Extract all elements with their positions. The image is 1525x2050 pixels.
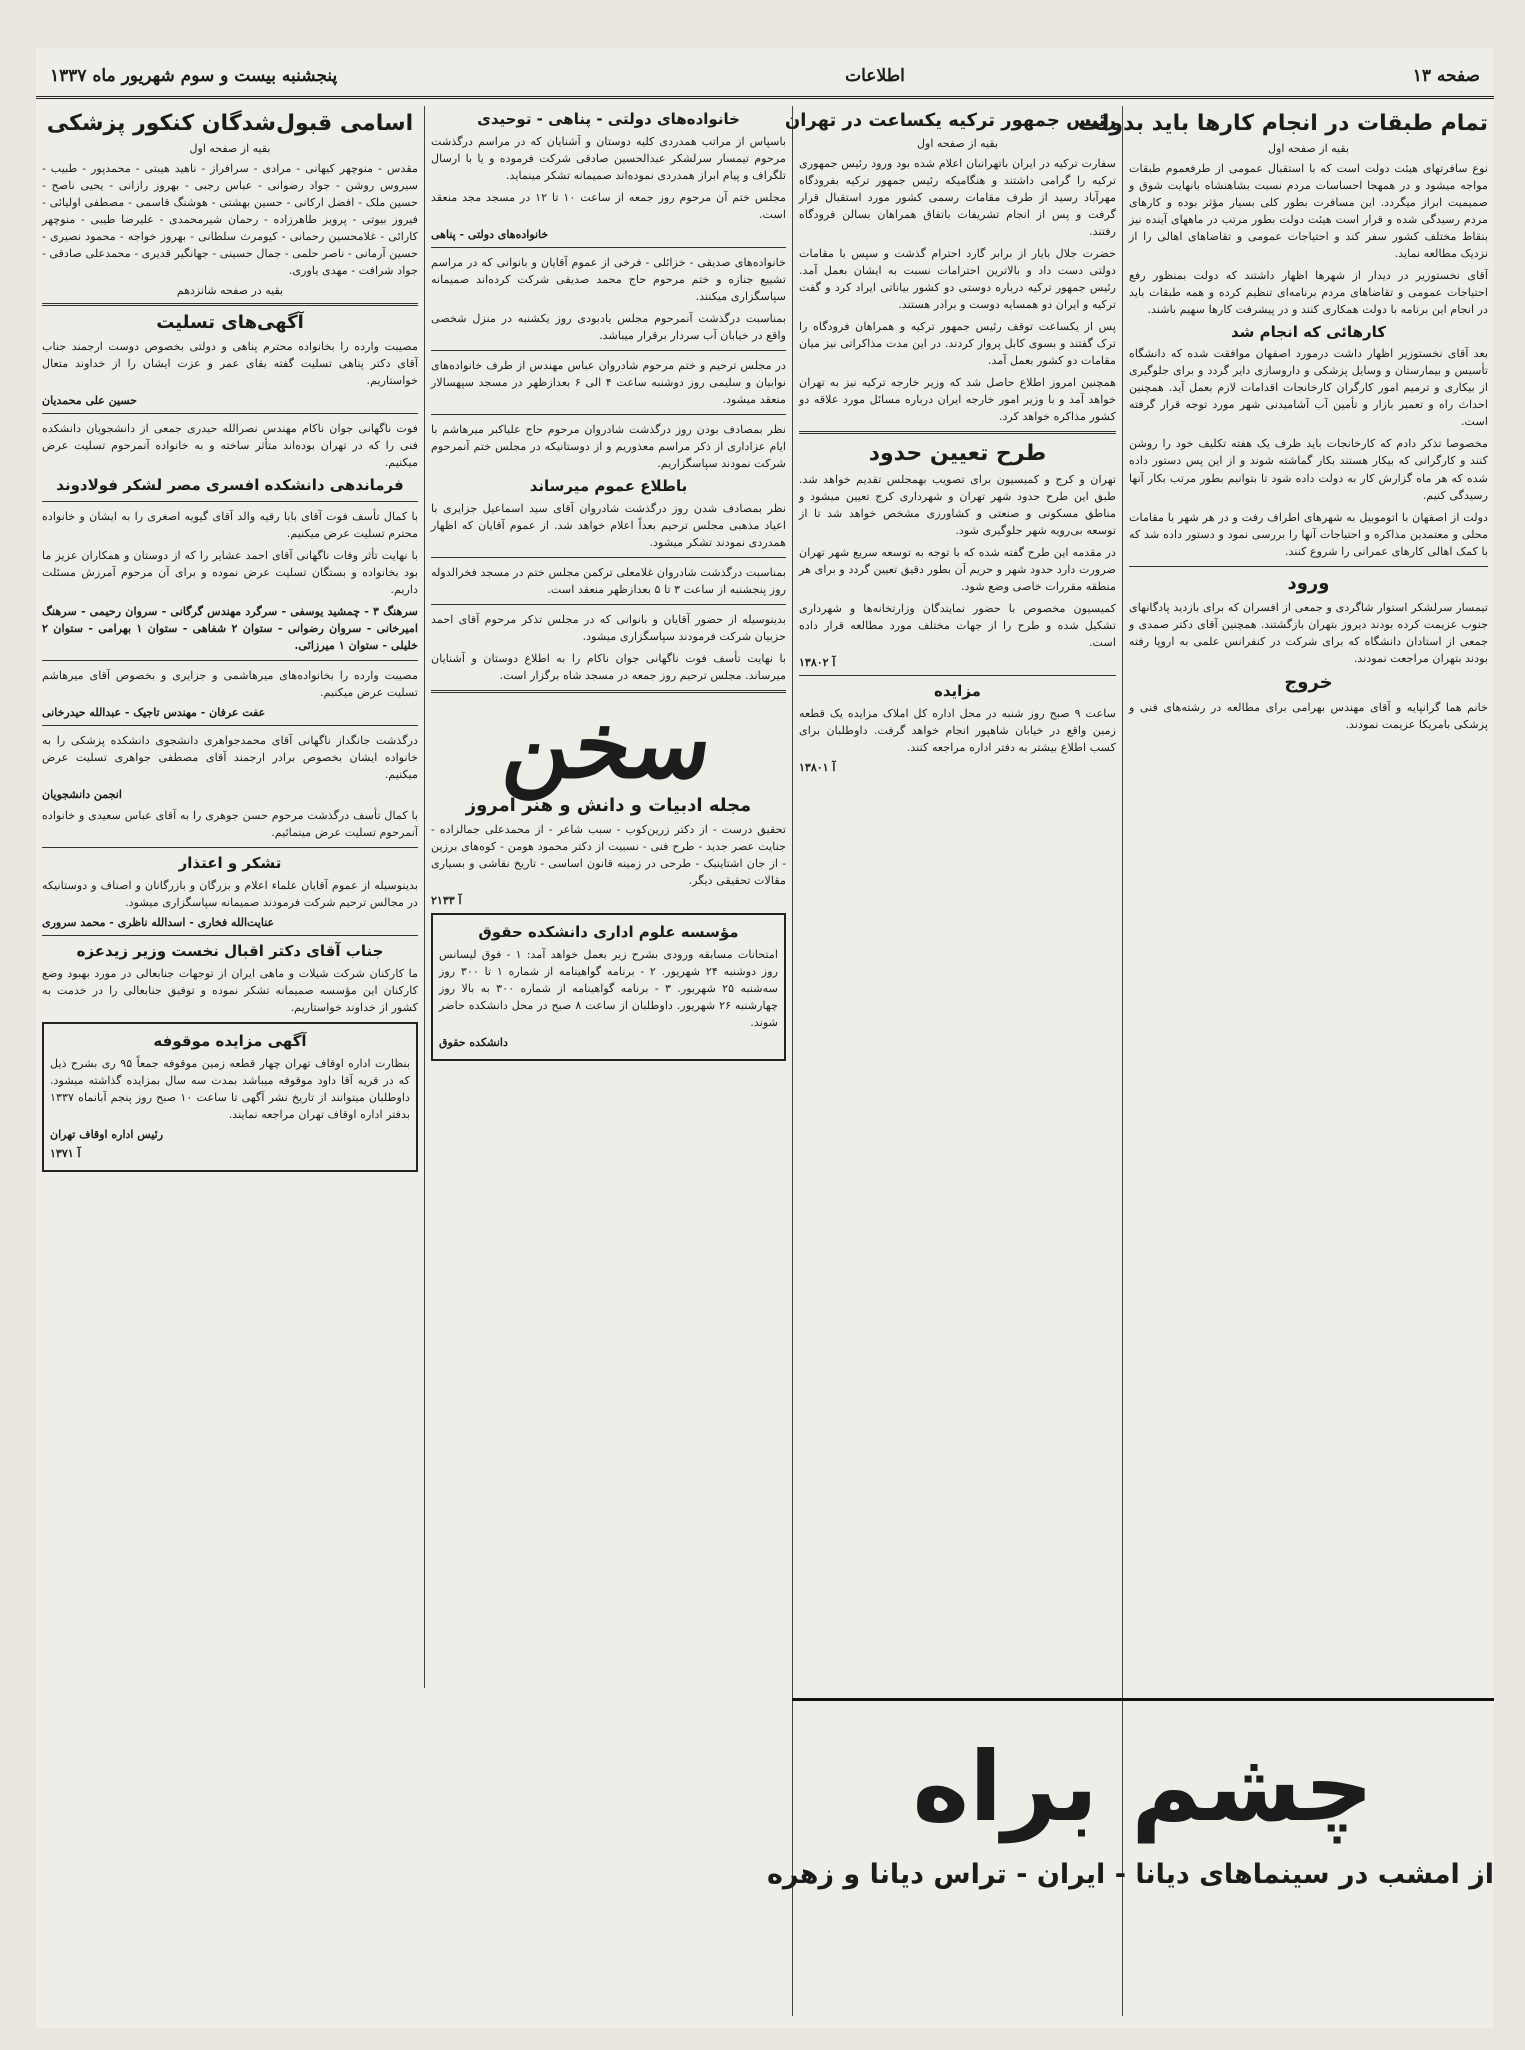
continued-note: بقیه در صفحه شانزدهم — [176, 283, 284, 297]
notice-heading: خانواده‌های دولتی - پناهی - توحیدی — [477, 110, 740, 128]
continued-note: بقیه از صفحه اول — [917, 136, 998, 150]
column-4 — [36, 106, 424, 2016]
endowment-auction-title: آگهی مزایده موقوفه — [153, 1031, 307, 1050]
headline-medical-exam: اسامی قبول‌شدگان کنکور پزشکی — [46, 111, 414, 136]
condolence-text: با کمال تأسف درگذشت مرحوم حسن جوهری را به آقای عباس سعیدی و خانواده آنمرحوم تسلیت عرض مینمائیم. — [42, 809, 418, 840]
names-list: مقدس - منوچهر کیهانی - مرادی - سرافراز - ناهید هیبتی - محمدپور - طبیب - سیروس روشن - جواد رضوانی - عباس رجبی - بهروز رازانی - یحیی ناصح - حسین ملک - افضل ارکانی - حسین بهشتی - هوشنگ قاسمی - مصطفی اولیائی - فیروز بیوتی - پرویز طاهرزاده - رحمان شیرمحمدی - علیرضا طیبی - منوچهر کارائی - غلامحسین رحمانی - کیومرث سلطانی - بهروز خواجه - محمود نصیری - حسین آرمانی - ناصر حلمی - جمال حسینی - جهانگیر قدیری - محمدعلی صادقی - جواد شرافت - مهدی یاوری. — [42, 161, 418, 277]
letter-text: ما کارکنان شرکت شیلات و ماهی ایران از توجهات جنابعالی در مورد بهبود وضع کارکنان این مؤسسه صمیمانه تشکر نموده و توفیق جنابعالی را در خدمت به کشور از خداوند خواستاریم. — [42, 966, 418, 1014]
condolence-signature: انجمن دانشجویان — [42, 788, 122, 802]
sokhan-logo: سخن — [497, 690, 720, 799]
condolence-text: فوت ناگهانی جوان ناکام مهندس نصرالله حیدری جمعی از دانشجویان دانشکده فنی را که در تهران بوده‌اند متأثر ساخته و به خانواده آنمرحوم تسلیت عرض میکنیم. — [42, 422, 418, 470]
divider — [799, 675, 1116, 676]
condolence-text: با نهایت تأثر وفات ناگهانی آقای احمد عشایر را که از دوستان و همکاران عزیز ما بود بخانواده و بستگان تسلیت عرض نموده و برای آن مرحوم آمرزش مسئلت داریم. — [42, 548, 418, 597]
continued-note: بقیه از صفحه اول — [189, 141, 271, 155]
article-text: مخصوصا تذکر دادم که کارخانجات باید ظرف یک هفته تکلیف خود را روشن کنند و کارگرانی که بیکار هستند بکار گماشته شوند و از این پس دستور داده شده که هر ماه گزارش کار به دولت داده شود تا بتوانیم بطور مرتب بکار آنها رسیدگی کنیم. — [1129, 437, 1488, 502]
divider — [42, 847, 418, 848]
issue-date: پنجشنبه بیست و سوم شهریور ماه ۱۳۳۷ — [50, 66, 338, 86]
notice-text: نظر بمصادف شدن روز درگذشت شادروان آقای سید اسماعیل جزایری با اعیاد مذهبی مجلس ترحیم بعداً اعلام خواهد شد. از عموم آقایان که اظهار همدردی نمودند تشکر میشود. — [431, 501, 786, 549]
notice-text: خانواده‌های صدیقی - خزائلی - فرخی از عموم آقایان و بانوانی که در مراسم تشییع جنازه و ختم مرحوم حاج محمد صدیقی شرکت کرده‌اند صمیمانه سپاسگزاری میکنند. — [431, 255, 786, 303]
column-3 — [424, 106, 792, 1688]
notice-text: بمناسبت درگذشت آنمرحوم مجلس یادبودی روز یکشنبه در منزل شخصی واقع در خیابان آب سردار برقرار میباشد. — [431, 311, 786, 342]
law-school-box — [431, 913, 786, 1061]
subheading-arrival: ورود — [1287, 572, 1330, 594]
subheading-departure: خروج — [1284, 672, 1333, 694]
law-school-title: مؤسسه علوم اداری دانشکده حقوق — [478, 923, 739, 942]
subheading-thanks: تشکر و اعتذار — [178, 854, 282, 873]
divider — [42, 725, 418, 726]
condolence-text: درگذشت جانگداز ناگهانی آقای محمدجواهری دانشجوی دانشکده پزشکی را به خانواده ایشان بخصوص برادر ارجمند آقای مصطفی جواهری تسلیت عرض میکنیم. — [42, 734, 418, 782]
ad-code: آ ۱۳۷۱ — [50, 1146, 81, 1160]
subheading-auction: مزایده — [934, 682, 981, 701]
continued-note: بقیه از صفحه اول — [1268, 141, 1349, 155]
divider — [799, 431, 1116, 434]
article-text: آقای نخستوزیر در دیدار از شهرها اظهار داشتند که دولت بمنظور رفع احتیاجات عمومی و تقاضاهای مردم برنامه‌ای تنظیم کرده و همه طبقات باید در انجام این برنامه با دولت همکاری کنند و در پیشرفت کارها سهیم باشند. — [1129, 268, 1488, 316]
notice-text: بدینوسیله از حضور آقایان و بانوانی که در مجلس تذکر مرحوم آقای احمد حزبیان شرکت فرمودند سپاسگزاری میشود. — [431, 612, 786, 643]
thanks-signature: عنایت‌الله فخاری - اسدالله ناظری - محمد سروری — [42, 915, 275, 929]
divider — [42, 501, 418, 502]
condolence-text: مصیبت وارده را بخانواده‌های میرهاشمی و جزایری و بخصوص آقای میرهاشم تسلیت عرض میکنیم. — [42, 669, 418, 700]
notice-text: با نهایت تأسف فوت ناگهانی جوان ناکام را به اطلاع دوستان و آشنایان میرساند. مجلس ترحیم روز جمعه در مسجد شاه برگزار است. — [431, 651, 786, 682]
notice-text: باسپاس از مراتب همدردی کلیه دوستان و آشنایان که در مراسم درگذشت مرحوم تیمسار سرلشکر عبدالحسین صادقی شرکت فرموده و یا با ارسال تلگراف و پیام ابراز همدردی نموده‌اند صمیمانه تشکر مینماید. — [431, 134, 786, 182]
headline-boundary-plan: طرح تعیین حدود — [868, 440, 1047, 466]
divider — [1129, 566, 1488, 567]
endowment-signature: رئیس اداره اوقاف تهران — [50, 1127, 164, 1141]
article-text: کمیسیون مخصوص با حضور نمایندگان وزارتخانه‌ها و شهرداری تشکیل شده و طرح را از جهات مختلف مورد مطالعه قرار داده است. — [799, 602, 1116, 650]
subheading: کارهائی که انجام شد — [1231, 322, 1386, 341]
article-text: پس از یکساعت توقف رئیس جمهور ترکیه و همراهان فرودگاه را ترک گفتند و بسوی کابل پرواز کردند. در این مدت مذاکراتی نیز میان مقامات دو کشور بعمل آمد. — [799, 319, 1116, 367]
divider — [42, 413, 418, 414]
ad-code: آ ۱۳۸۰۱ — [799, 761, 836, 775]
page-number: صفحه ۱۳ — [1412, 66, 1480, 86]
masthead: اطلاعات — [845, 66, 905, 86]
divider — [42, 935, 418, 936]
law-school-text: امتحانات مسابقه ورودی بشرح زیر بعمل خواهد آمد: ۱ - فوق لیسانس روز دوشنبه ۲۴ شهریور. ۲ - برنامه گواهینامه از شماره ۱ تا ۳۰۰ روز سه‌شنبه ۲۵ شهریور. ۳ - برنامه گواهینامه از شماره ۳۰۰ به بالا روز چهارشنبه ۲۶ شهریور. داوطلبان از ساعت ۸ صبح در محل دانشکده حاضر شوند. — [439, 948, 779, 1030]
notice-text: بمناسبت درگذشت شادروان غلامعلی ترکمن مجلس ختم در مسجد فخرالدوله روز پنجشنبه از ساعت ۳ تا ۵ بعدازظهر منعقد است. — [431, 565, 786, 596]
article-text: ساعت ۹ صبح روز شنبه در محل اداره کل املاک مزایده یک قطعه زمین واقع در خیابان شاهپور انجام خواهد گرفت. داوطلبان برای کسب اطلاع بیشتر به دفتر اداره مراجعه کنند. — [799, 707, 1117, 755]
endowment-auction-text: بنظارت اداره اوقاف تهران چهار قطعه زمین موقوفه جمعاً ۹۵ ری بشرح ذیل که در قریه آقا داود موقوفه میباشد بمدت سه سال بمزایده گذاشته میشود. داوطلبان میتوانند از تاریخ نشر آگهی تا ساعت ۱۰ صبح روز پنجم آبانماه ۱۳۳۷ بدفتر اداره اوقاف تهران مراجعه نمایند. — [50, 1056, 410, 1121]
divider — [42, 660, 418, 661]
cinema-banner — [766, 1698, 1494, 1998]
headline-turkey-president: رئیس جمهور ترکیه یکساعت در تهران — [784, 110, 1116, 131]
article-text: دولت از اصفهان با اتوموبیل به شهرهای اطراف رفت و در هر شهر با مقامات محلی و معتمدین مذاکره و احتیاجات آنها را بررسی نمود و دستور داده شد که با کمک اهالی کارهای عمرانی را شروع کنند. — [1129, 510, 1488, 558]
sokhan-tagline: مجله ادبیات و دانش و هنر امروز — [465, 794, 752, 816]
cinema-list: از امشب در سینماهای دیانا - ایران - تراس دیانا و زهره — [766, 1858, 1494, 1890]
ad-code: آ ۱۳۸۰۲ — [799, 656, 836, 670]
article-text: در مقدمه این طرح گفته شده که با توجه به توسعه سریع شهر تهران ضرورت دارد حدود شهر و حریم آن بطور دقیق تعیین گردد و برای هر منطقه مقررات خاصی وضع شود. — [799, 546, 1116, 594]
subheading-prime-minister: جناب آقای دکتر اقبال نخست وزیر زیدعزه — [76, 941, 384, 960]
divider — [431, 604, 786, 605]
notice-text: مجلس ختم آن مرحوم روز جمعه از ساعت ۱۰ تا ۱۲ در مسجد مجد منعقد است. — [431, 190, 787, 221]
divider — [431, 350, 786, 351]
subheading-public-notice: باطلاع عموم میرساند — [529, 477, 688, 495]
article-text: همچنین امروز اطلاع حاصل شد که وزیر خارجه ترکیه نیز به تهران خواهد آمد و با وزیر امور خارجه ایران درباره مسائل مورد علاقه دو کشور مذاکره خواهد کرد. — [799, 375, 1116, 423]
headline-government: تمام طبقات در انجام کارها باید بدولت — [1077, 111, 1488, 136]
divider — [431, 247, 786, 248]
page-header — [36, 56, 1494, 99]
law-school-signature: دانشکده حقوق — [439, 1036, 508, 1050]
article-text: سفارت ترکیه در ایران باتهرانبان اعلام شده بود ورود رئیس جمهوری ترکیه را گرامی داشتند و هنگامیکه رئیس جمهور ترکیه بفرودگاه مهرآباد رسید از طرف مقامات رسمی کشور مورد استقبال قرار گرفت و پس از انجام تشریفات باتفاق همراهان بسالن فرودگاه رفتند. — [799, 156, 1116, 238]
divider — [431, 557, 786, 558]
newspaper-page — [36, 48, 1494, 2028]
article-text: حضرت جلال بایار از برابر گارد احترام گذشت و سپس با مقامات دولتی دست داد و بالاترین احترامات نسبت به ایشان بعمل آمد. رئیس جمهور ترکیه درباره دوستی دو کشور بیاناتی ایراد کرد و گفت ترکیه و ایران دو همسایه دوست و برادر هستند. — [799, 246, 1116, 311]
condolence-signature-heading: فرماندهی دانشکده افسری مصر لشکر فولادوند — [56, 476, 404, 495]
subheading-condolences: آگهی‌های تسلیت — [156, 311, 304, 333]
condolence-signature: حسین علی محمدیان — [42, 394, 137, 408]
film-title: چشم براه — [912, 1731, 1374, 1843]
condolence-signature: عفت عرفان - مهندس تاجیک - عبدالله حیدرخانی — [42, 706, 266, 720]
notice-signature: خانواده‌های دولتی - پناهی — [431, 227, 549, 241]
notice-text: در مجلس ترحیم و ختم مرحوم شادروان عباس مهندس از طرف خانواده‌های نوابیان و سلیمی روز دوشنبه ساعت ۴ الی ۶ بعدازظهر در مسجد سپهسالار منعقد میشود. — [431, 358, 786, 406]
divider — [431, 414, 786, 415]
condolence-names: سرهنگ ۳ - چمشید یوسفی - سرگرد مهندس گرگانی - سروان رحیمی - سرهنگ امیرخانی - سروان رضوانی - ستوان ۲ شفاهی - ستوان ۱ بهرامی - ستوان ۲ خلیلی - ستوان ۱ میرزائی. — [42, 604, 419, 653]
sokhan-contents: تحقیق درست - از دکتر زرین‌کوب - سبب شاعر - از محمدعلی جمالزاده - جنایت عصر جدید - طرح فنی - نسبیت از دکتر محمود هومن - کوه‌های برزین - از جان اشتاینبک - طرحی در زمینه قانون اساسی - تاریخ نقاشی و بسیاری مقالات تحقیقی دیگر. — [431, 823, 786, 888]
condolence-text: مصیبت وارده را بخانواده محترم پناهی و دولتی بخصوص دوست ارجمند جناب آقای دکتر پناهی تسلیت گفته بقای عمر و عزت ایشان را از خداوند متعال خواستاریم. — [42, 340, 418, 388]
article-text: خانم هما گرانپایه و آقای مهندس بهرامی برای مطالعه در رشته‌های فنی و پزشکی بامریکا عزیمت نمودند. — [1129, 700, 1488, 731]
thanks-text: بدینوسیله از عموم آقایان علماء اعلام و بزرگان و بازرگانان و اصناف و دوستانیکه در مجالس ترحیم شرکت فرمودند صمیمانه سپاسگزاری میشود. — [42, 878, 418, 909]
endowment-auction-box — [42, 1022, 418, 1172]
article-text: نوع سافرتهای هیئت دولت است که با استقبال عمومی از طرفعموم طبقات مواجه میشود و در همهجا احساسات مردم نسبت بشاهنشاه بانهایت شوق و صمیمیت ابراز میگردد. این مسافرت بطور کلی بسیار مؤثر بوده و کارهای مردم رسیدگی شده و قرار است هیئت دولت بطور مرتب در ماههای آینده نیز بنقاط مختلف کشور سفر کند و احتیاجات عمومی و تقاضاهای اهالی را از نزدیک مطالعه نماید. — [1129, 161, 1488, 260]
article-text: تهران و کرج و کمیسیون برای تصویب بهمجلس تقدیم خواهد شد. طبق این طرح حدود شهر تهران و شهرداری کرج تعیین میشود و مناطق مسکونی و صنعتی و کشاورزی مشخص خواهد شد تا از توسعه بی‌رویه شهر جلوگیری شود. — [799, 473, 1116, 538]
article-text: تیمسار سرلشکر استوار شاگردی و جمعی از افسران که برای بازدید پادگانهای جنوب عزیمت کرده بودند دیروز بتهران بازگشتند. همچنین آقای دکتر صمدی و جمعی از استادان دانشگاه که برای شرکت در کنفرانس علمی به اروپا رفته بودند بتهران مراجعت نمودند. — [1129, 601, 1488, 666]
notice-text: نظر بمصادف بودن روز درگذشت شادروان مرحوم حاج علیاکبر میرهاشم با ایام عزاداری از ذکر مراسم معذوریم و از دوستانیکه در مجلس ختم آنمرحوم شرکت نمودند سپاسگزاریم. — [431, 422, 786, 470]
divider — [42, 303, 418, 306]
condolence-text: با کمال تأسف فوت آقای بابا رقیه والد آقای گیویه اصغری را به ایشان و خانواده محترم تسلیت عرض میکنیم. — [42, 509, 418, 540]
ad-code: آ ۲۱۳۳ — [431, 894, 462, 908]
article-text: بعد آقای نخستوزیر اظهار داشت درمورد اصفهان موافقت شده که دانشگاه تأسیس و بیمارستان و وسایل پزشکی و داروسازی دایر گردد و برای جلوگیری از بیکاری و ترمیم امور کارگران کارخانجات اقدامات لازم بعمل آید. همچنین احداث راه و تعمیر بازار و تأمین آب آشامیدنی شهر مورد توجه قرار گرفته است. — [1129, 347, 1488, 429]
